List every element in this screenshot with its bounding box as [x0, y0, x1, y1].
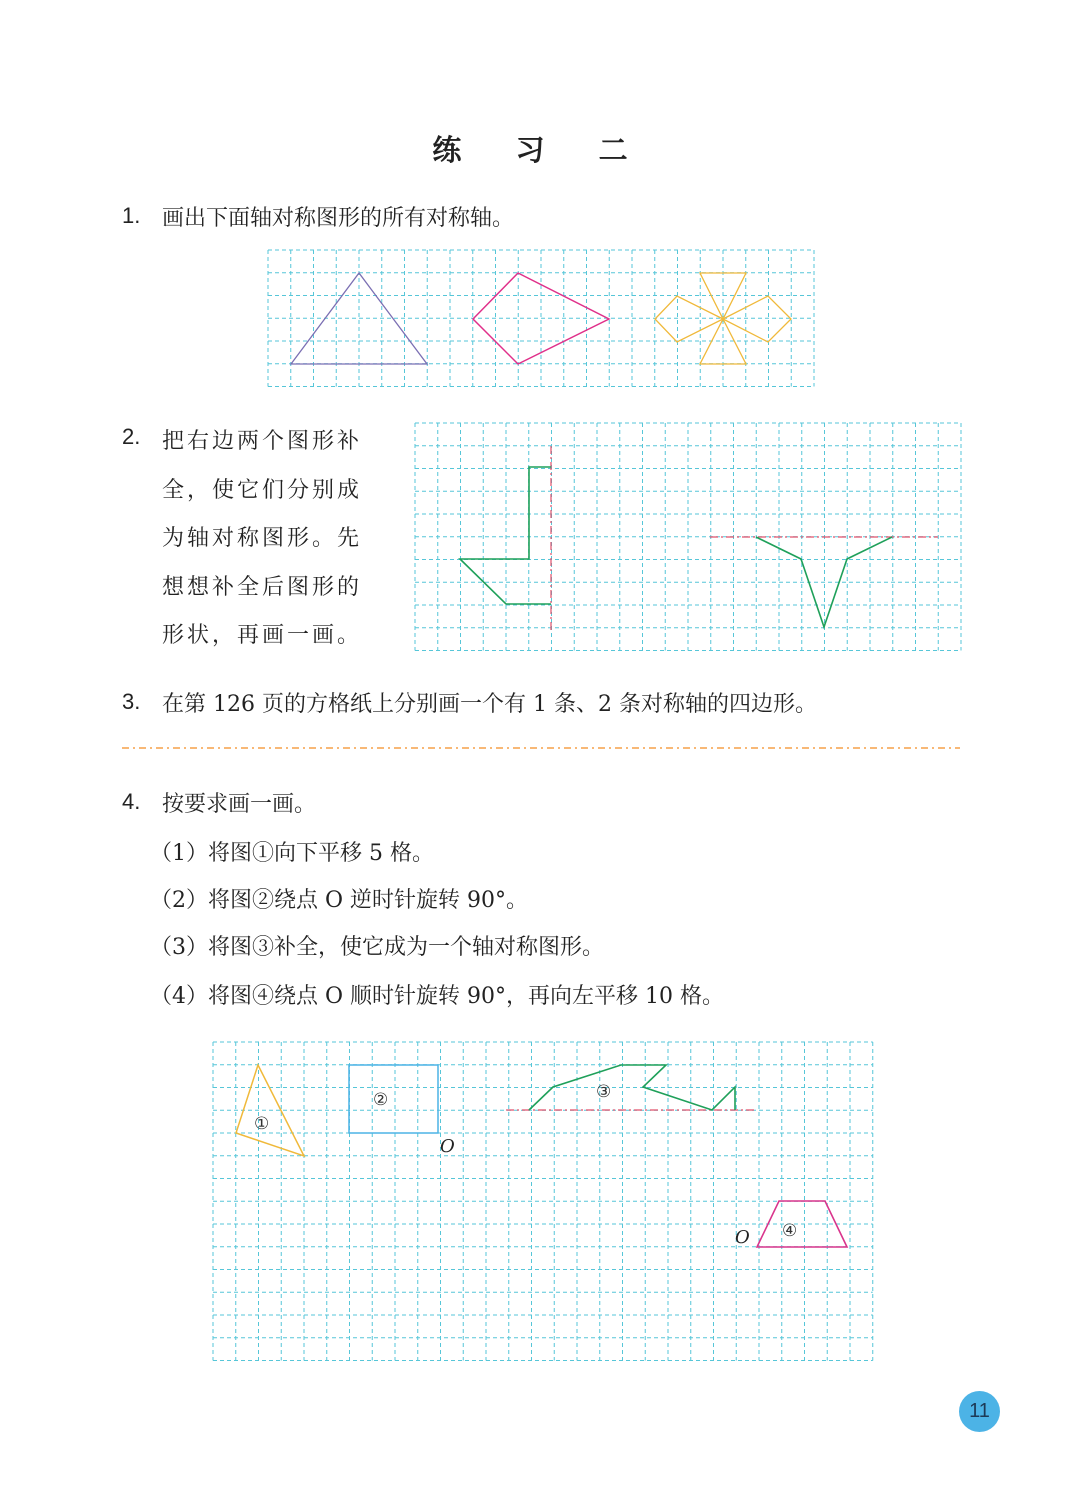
figure-2-rectangle [349, 1065, 438, 1133]
grid-q4 [213, 1042, 873, 1361]
figure-2-label: ② [373, 1090, 389, 1110]
question-2-line: 想想补全后图形的 [162, 574, 363, 600]
question-3-number: 3. [122, 689, 141, 714]
question-2-line: 为轴对称图形。先 [162, 526, 363, 551]
question-4-item-4: （4）将图④绕点 O 顺时针旋转 90°，再向左平移 10 格。 [150, 984, 724, 1009]
point-o-label-1: O [440, 1136, 455, 1157]
question-4-number: 4. [122, 789, 141, 814]
question-2-number: 2. [122, 424, 141, 449]
figure-1-label: ① [254, 1114, 270, 1134]
question-4-item-3: （3）将图③补全，使它成为一个轴对称图形。 [150, 935, 604, 960]
question-2-line: 把右边两个图形补 [162, 429, 363, 454]
question-3-text: 在第 126 页的方格纸上分别画一个有 1 条、2 条对称轴的四边形。 [162, 692, 817, 717]
page-title: 练 习 二 [432, 133, 650, 167]
grid-q1 [268, 250, 814, 387]
question-4-item-2: （2）将图②绕点 O 逆时针旋转 90°。 [150, 888, 529, 913]
question-4-text: 按要求画一画。 [162, 792, 317, 817]
question-2-line: 全，使它们分别成 [162, 477, 363, 503]
question-2-line: 形状，再画一画。 [162, 623, 363, 648]
point-o-label-2: O [735, 1227, 750, 1248]
question-1-number: 1. [122, 203, 141, 228]
figure-4-label: ④ [782, 1221, 798, 1241]
figure-3-label: ③ [596, 1082, 612, 1102]
page-number-badge: 11 [959, 1391, 1000, 1432]
question-1-text: 画出下面轴对称图形的所有对称轴。 [162, 206, 515, 231]
grid-q2 [415, 423, 961, 651]
question-4-item-1: （1）将图①向下平移 5 格。 [150, 841, 434, 866]
